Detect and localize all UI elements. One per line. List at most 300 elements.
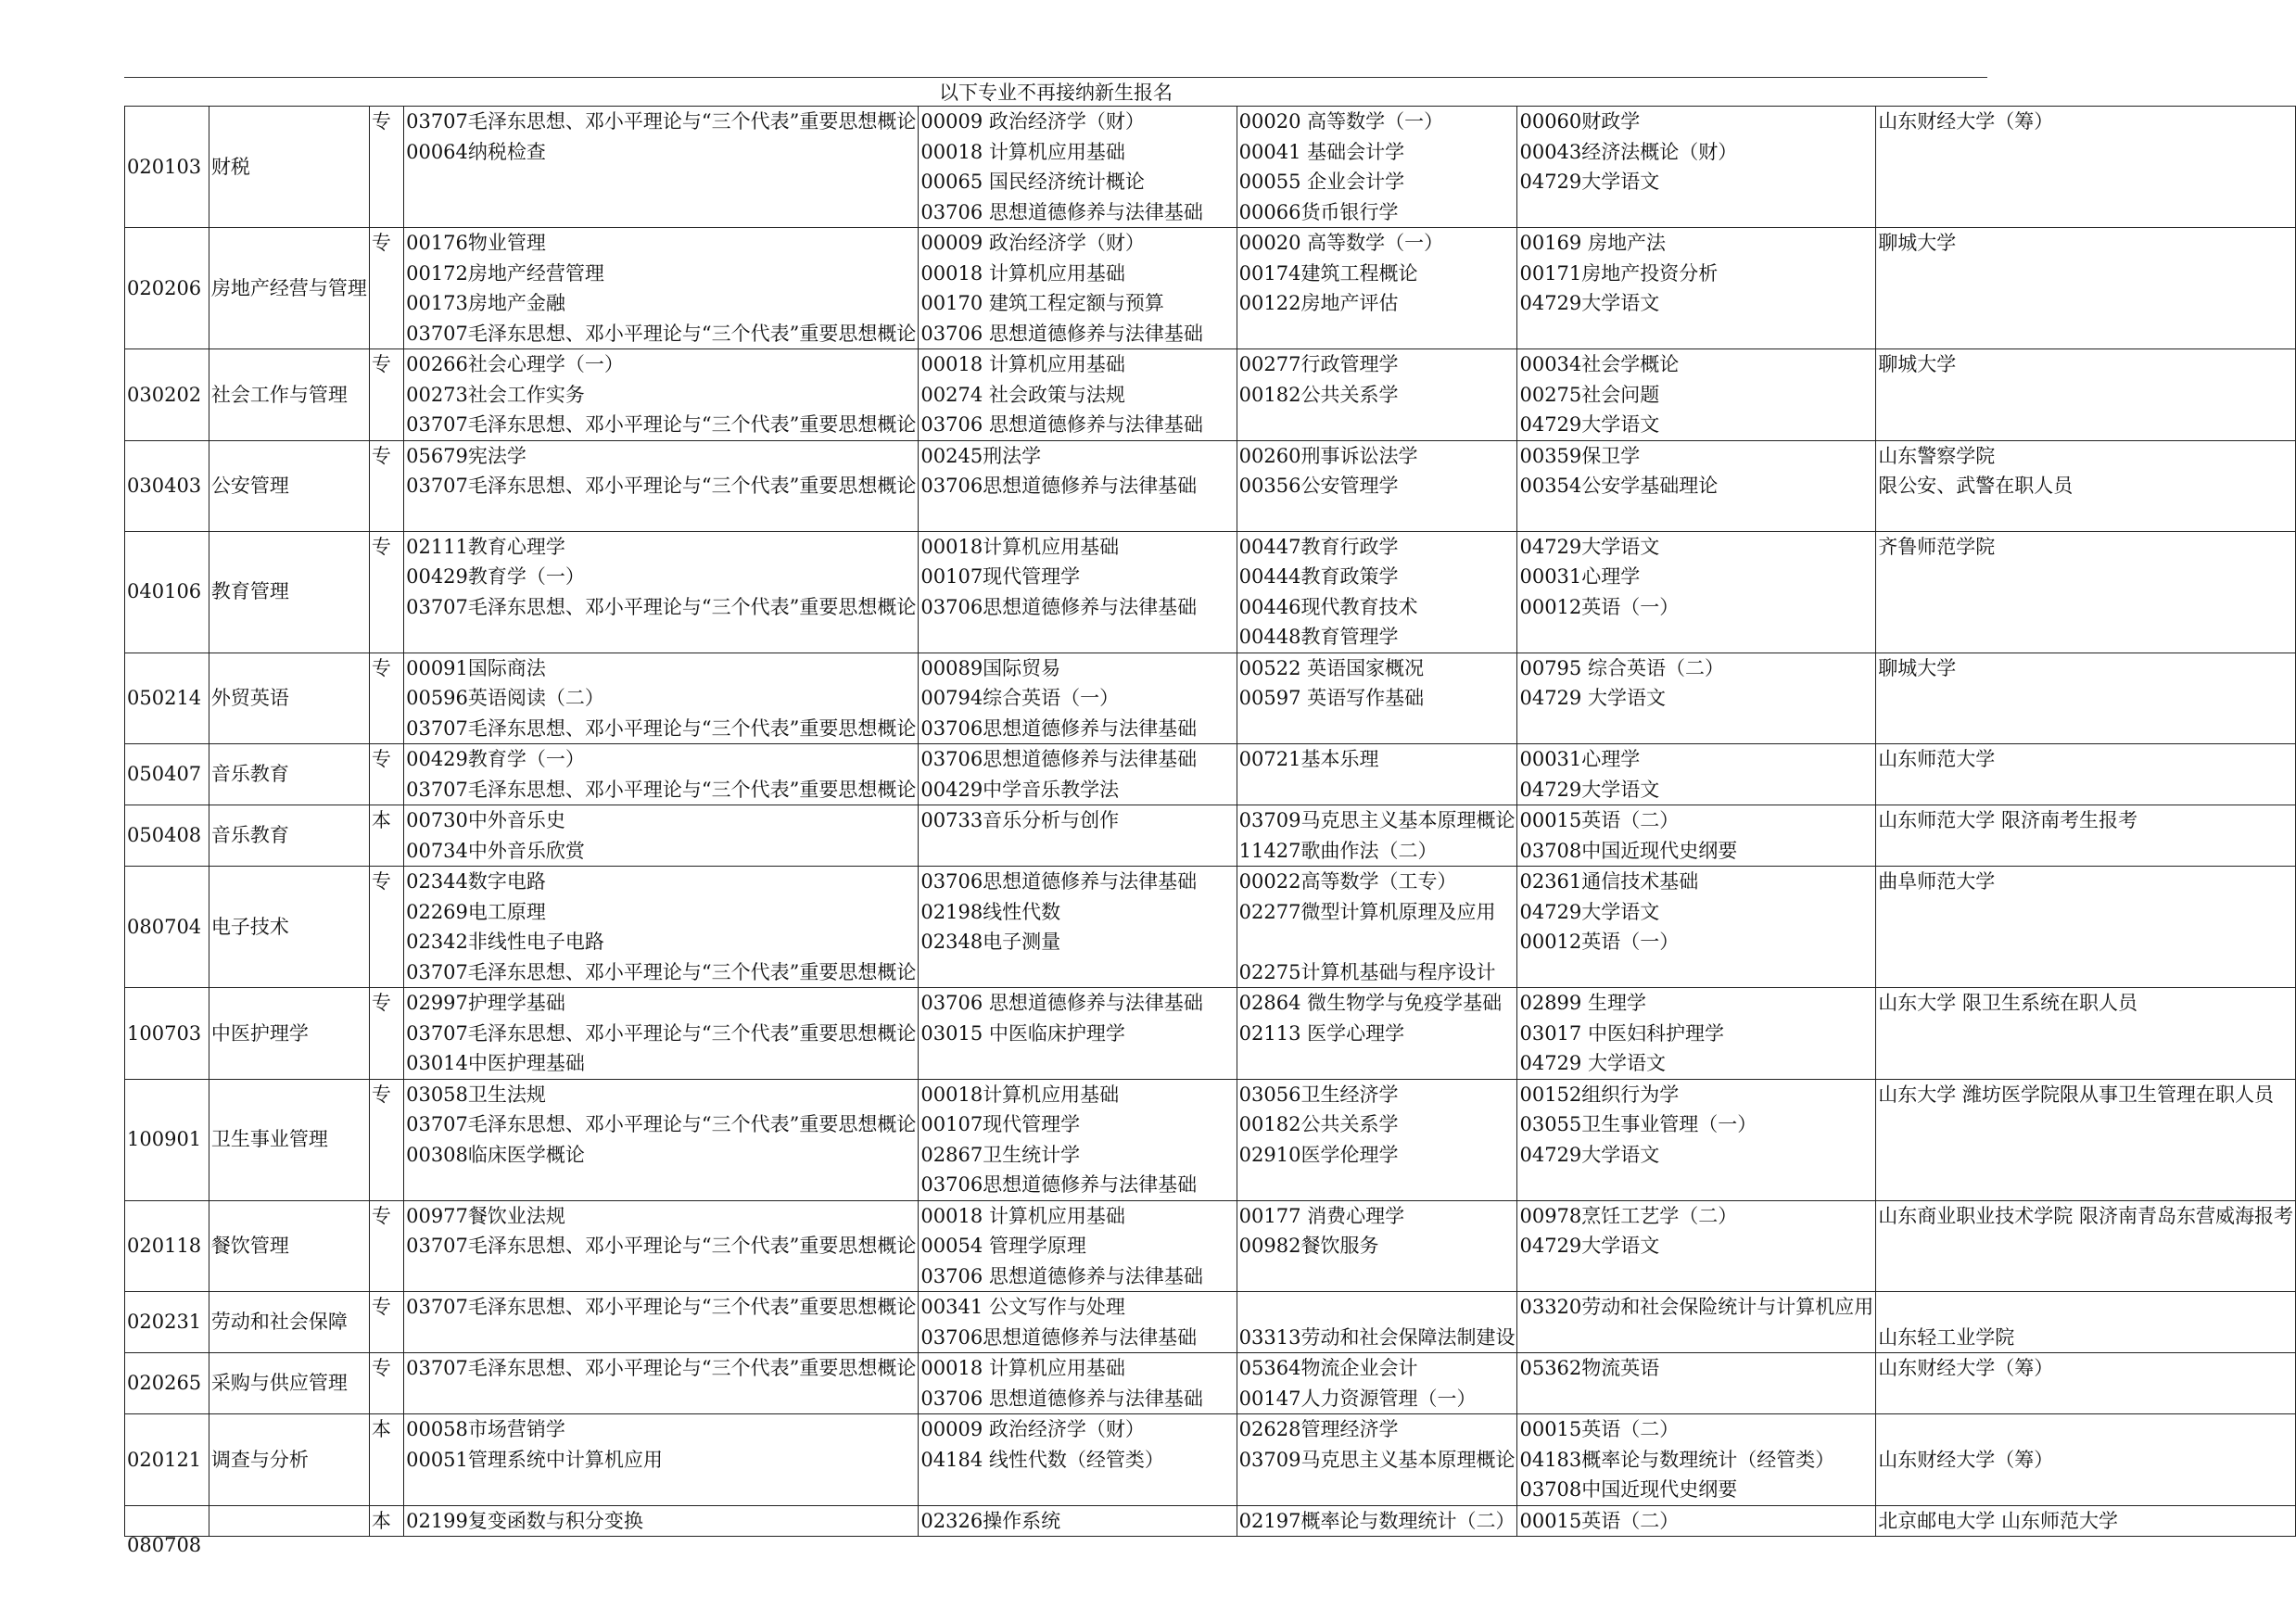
course-cell: [404, 744, 919, 805]
school-line: 山东财经大学（筹）: [1878, 110, 2054, 133]
course-line: 00522 英语国家概况: [1238, 656, 1425, 679]
school-cell: [1876, 228, 2296, 349]
course-line: 03706 思想道德修养与法律基础: [920, 992, 1203, 1014]
major-name-text: 电子技术: [210, 915, 289, 938]
level-cell: [369, 653, 403, 744]
school-line: 山东商业职业技术学院 限济南青岛东营威海报考: [1878, 1204, 2293, 1227]
course-line: 03055卫生事业管理（一）: [1519, 1113, 1757, 1135]
major-name-text: 教育管理: [210, 580, 289, 603]
course-line: 02910医学伦理学: [1238, 1143, 1399, 1166]
course-line: 00066货币银行学: [1238, 200, 1399, 223]
course-line: 00018计算机应用基础: [920, 1083, 1120, 1106]
course-line: 00012英语（一）: [1519, 931, 1680, 953]
major-name-cell: [209, 1200, 369, 1292]
top-rule: [124, 77, 1987, 78]
school-line: 山东财经大学（筹）: [1878, 1357, 2054, 1379]
course-line: 11427歌曲作法（二）: [1238, 839, 1438, 862]
course-line: 03707毛泽东思想、邓小平理论与“三个代表”重要思想概论: [406, 413, 917, 436]
course-line: 00266社会心理学（一）: [406, 353, 624, 375]
course-line: 04184 线性代数（经管类）: [920, 1448, 1164, 1471]
course-line: 00060财政学: [1519, 110, 1641, 133]
course-cell: [1237, 440, 1517, 531]
course-cell: [919, 867, 1237, 988]
level-cell: [369, 744, 403, 805]
major-code-text: 100703: [127, 1021, 202, 1045]
course-cell: [1517, 988, 1876, 1080]
course-line: 04729大学语文: [1519, 1235, 1660, 1257]
course-line: 02348电子测量: [920, 931, 1061, 953]
major-code-text: 020265: [127, 1372, 202, 1395]
course-line: 00596英语阅读（二）: [406, 687, 604, 709]
course-line: 00169 房地产法: [1519, 232, 1666, 254]
course-cell: [919, 1353, 1237, 1414]
major-name-text: 中医护理学: [210, 1021, 309, 1045]
course-cell: [1237, 228, 1517, 349]
table-row: [125, 228, 2296, 349]
major-name-cell: [209, 805, 369, 867]
course-line: 00182公共关系学: [1238, 383, 1399, 406]
major-code-text: 100901: [127, 1128, 202, 1151]
school-cell: [1876, 744, 2296, 805]
course-line: 03707毛泽东思想、邓小平理论与“三个代表”重要思想概论: [406, 110, 917, 133]
course-line: 02628管理经济学: [1238, 1418, 1399, 1440]
course-cell: [1517, 1200, 1876, 1292]
course-line: 00359保卫学: [1519, 444, 1641, 467]
course-line: 00177 消费心理学: [1238, 1204, 1405, 1227]
course-line: 00978烹饪工艺学（二）: [1519, 1204, 1738, 1227]
course-cell: [1517, 349, 1876, 441]
course-line: 00043经济法概论（财）: [1519, 140, 1738, 163]
school-cell: [1876, 440, 2296, 531]
course-line: 05362物流英语: [1519, 1357, 1660, 1379]
major-name-cell: [209, 1079, 369, 1200]
major-code-cell: [125, 988, 209, 1080]
course-line: 00015英语（二）: [1519, 1418, 1680, 1440]
school-line: 山东财经大学（筹）: [1878, 1448, 2054, 1471]
school-line: 山东大学 潍坊医学院限从事卫生管理在职人员: [1878, 1083, 2274, 1106]
course-line: 00051管理系统中计算机应用: [406, 1448, 663, 1471]
course-cell: [404, 349, 919, 441]
course-cell: [1237, 1505, 1517, 1537]
level-text: 专: [371, 1296, 391, 1318]
school-line: 山东师范大学: [1878, 748, 1996, 770]
course-line: 00597 英语写作基础: [1238, 687, 1425, 709]
level-text: 专: [371, 535, 391, 558]
course-line: 04729大学语文: [1519, 778, 1660, 801]
school-cell: [1876, 988, 2296, 1080]
major-name-text: 卫生事业管理: [210, 1128, 328, 1151]
course-line: 00277行政管理学: [1238, 353, 1399, 375]
major-code-cell: [125, 1505, 209, 1537]
table-row: [125, 1200, 2296, 1292]
course-line: 00447教育行政学: [1238, 535, 1399, 558]
course-line: 00015英语（二）: [1519, 809, 1680, 831]
major-name-cell: [209, 1292, 369, 1353]
course-cell: [919, 531, 1237, 653]
course-cell: [1237, 744, 1517, 805]
course-line: 00446现代教育技术: [1238, 595, 1418, 618]
course-line: 03320劳动和社会保险统计与计算机应用: [1519, 1296, 1874, 1318]
school-line: 聊城大学: [1878, 353, 1957, 375]
course-line: 03706思想道德修养与法律基础: [920, 870, 1198, 893]
course-line: 04729大学语文: [1519, 413, 1660, 436]
table-row: [125, 805, 2296, 867]
course-line: 00341 公文写作与处理: [920, 1296, 1125, 1318]
course-line: 02198线性代数: [920, 900, 1061, 923]
course-line: 02867卫生统计学: [920, 1143, 1081, 1166]
course-line: 03707毛泽东思想、邓小平理论与“三个代表”重要思想概论: [406, 960, 917, 983]
school-line: 曲阜师范大学: [1878, 870, 1996, 893]
major-code-cell: [125, 1292, 209, 1353]
course-line: 00734中外音乐欣赏: [406, 839, 585, 862]
course-line: 00107现代管理学: [920, 565, 1081, 588]
course-line: 03058卫生法规: [406, 1083, 546, 1106]
course-line: 02111教育心理学: [406, 535, 565, 558]
course-line: 00721基本乐理: [1238, 748, 1379, 770]
level-cell: [369, 440, 403, 531]
level-text: 专: [371, 110, 391, 133]
school-cell: [1876, 1505, 2296, 1537]
level-cell: [369, 107, 403, 228]
course-line: 00147人力资源管理（一）: [1238, 1387, 1477, 1410]
course-line: 03707毛泽东思想、邓小平理论与“三个代表”重要思想概论: [406, 475, 917, 497]
course-line: 03707毛泽东思想、邓小平理论与“三个代表”重要思想概论: [406, 716, 917, 740]
major-code-cell: [125, 349, 209, 441]
course-line: [1239, 1292, 1516, 1323]
school-line: 山东轻工业学院: [1878, 1325, 2015, 1349]
course-line: 00031心理学: [1519, 565, 1641, 588]
course-line: 03706 思想道德修养与法律基础: [920, 1264, 1203, 1287]
course-line: 03707毛泽东思想、邓小平理论与“三个代表”重要思想概论: [406, 1021, 917, 1045]
major-code-text: 030202: [127, 383, 202, 406]
course-line: 00429教育学（一）: [406, 565, 585, 588]
course-cell: [1517, 107, 1876, 228]
table-row: [125, 440, 2296, 531]
course-cell: [404, 867, 919, 988]
course-cell: [1237, 988, 1517, 1080]
major-name-cell: [209, 867, 369, 988]
table-row: [125, 1292, 2296, 1353]
major-code-text: 020121: [127, 1448, 202, 1471]
course-cell: [919, 1200, 1237, 1292]
course-line: 03707毛泽东思想、邓小平理论与“三个代表”重要思想概论: [406, 1113, 917, 1135]
course-cell: [404, 653, 919, 744]
major-code-cell: [125, 1079, 209, 1200]
course-line: 00034社会学概论: [1519, 353, 1680, 375]
major-code-cell: [125, 1414, 209, 1506]
course-line: 00448教育管理学: [1238, 626, 1399, 648]
course-line: 03706 思想道德修养与法律基础: [920, 322, 1203, 345]
course-line: 00031心理学: [1519, 748, 1641, 770]
course-cell: [404, 1200, 919, 1292]
course-cell: [1517, 531, 1876, 653]
course-line: 02326操作系统: [920, 1509, 1061, 1532]
level-text: 专: [371, 1204, 391, 1227]
course-line: 00055 企业会计学: [1238, 171, 1405, 193]
course-cell: [404, 107, 919, 228]
school-cell: [1876, 1414, 2296, 1506]
course-cell: [1517, 1414, 1876, 1506]
table-row: [125, 349, 2296, 441]
school-cell: [1876, 349, 2296, 441]
course-line: 03709马克思主义基本原理概论: [1238, 809, 1516, 831]
course-line: 03706思想道德修养与法律基础: [920, 595, 1198, 618]
school-line: 聊城大学: [1878, 232, 1957, 254]
course-line: 03707毛泽东思想、邓小平理论与“三个代表”重要思想概论: [406, 322, 917, 345]
course-line: 00733音乐分析与创作: [920, 809, 1120, 831]
course-line: 00274 社会政策与法规: [920, 383, 1125, 406]
major-name-cell: [209, 1505, 369, 1537]
course-line: 00171房地产投资分析: [1519, 261, 1719, 285]
level-cell: [369, 805, 403, 867]
course-line: 00020 高等数学（一）: [1238, 110, 1444, 133]
course-line: 02997护理学基础: [406, 992, 565, 1014]
course-cell: [404, 1414, 919, 1506]
major-name-cell: [209, 988, 369, 1080]
course-line: 02269电工原理: [406, 900, 546, 923]
table-row: [125, 988, 2296, 1080]
major-code-text: 040106: [127, 580, 202, 603]
course-line: 02277微型计算机原理及应用: [1238, 900, 1496, 923]
course-cell: [404, 228, 919, 349]
course-cell: [1237, 107, 1517, 228]
course-cell: [1237, 1200, 1517, 1292]
course-line: 00009 政治经济学（财）: [920, 1418, 1145, 1440]
major-name-text: 餐饮管理: [210, 1235, 289, 1257]
major-name-cell: [209, 349, 369, 441]
course-line: 02899 生理学: [1519, 992, 1646, 1014]
course-line: 00009 政治经济学（财）: [920, 110, 1145, 133]
level-text: 专: [371, 656, 391, 679]
course-line: 00107现代管理学: [920, 1113, 1081, 1135]
course-line: 03706思想道德修养与法律基础: [920, 475, 1198, 497]
course-line: 03056卫生经济学: [1238, 1083, 1399, 1106]
course-line: 00730中外音乐史: [406, 809, 565, 831]
course-line: 03313劳动和社会保障法制建设: [1238, 1325, 1516, 1349]
table-row: [125, 867, 2296, 988]
course-line: 00020 高等数学（一）: [1238, 232, 1444, 254]
level-text: 专: [371, 1083, 391, 1106]
course-line: 03707毛泽东思想、邓小平理论与“三个代表”重要思想概论: [406, 1357, 917, 1379]
course-line: 00172房地产经营管理: [406, 261, 604, 285]
major-code-cell: [125, 744, 209, 805]
course-cell: [1517, 1079, 1876, 1200]
course-line: 00260刑事诉讼法学: [1238, 444, 1418, 467]
course-cell: [1517, 228, 1876, 349]
course-line: 00018 计算机应用基础: [920, 140, 1125, 163]
major-name-cell: [209, 228, 369, 349]
course-line: 02197概率论与数理统计（二）: [1238, 1509, 1516, 1532]
course-line: 00245刑法学: [920, 444, 1042, 467]
course-line: 02864 微生物学与免疫学基础: [1238, 992, 1503, 1014]
school-cell: [1876, 1353, 2296, 1414]
major-code-cell: [125, 531, 209, 653]
school-line: 齐鲁师范学院: [1878, 535, 1996, 558]
school-cell: [1876, 1200, 2296, 1292]
course-cell: [404, 1505, 919, 1537]
major-code-text: 020103: [127, 155, 202, 178]
course-cell: [919, 440, 1237, 531]
table-row: [125, 1505, 2296, 1537]
course-line: 02361通信技术基础: [1519, 870, 1699, 893]
major-code-text: 020118: [127, 1235, 202, 1257]
course-line: 00275社会问题: [1519, 383, 1660, 406]
level-cell: [369, 1414, 403, 1506]
major-name-text: 采购与供应管理: [210, 1372, 348, 1395]
course-line: 00273社会工作实务: [406, 383, 585, 406]
course-line: 00308临床医学概论: [406, 1143, 585, 1166]
course-cell: [1237, 805, 1517, 867]
course-cell: [919, 988, 1237, 1080]
major-code-cell: [125, 440, 209, 531]
course-line: 00009 政治经济学（财）: [920, 232, 1145, 254]
school-cell: [1876, 1079, 2296, 1200]
course-line: 04183概率论与数理统计（经管类）: [1519, 1448, 1835, 1471]
school-line: 山东师范大学 限济南考生报考: [1878, 809, 2137, 831]
course-cell: [1237, 1353, 1517, 1414]
course-cell: [1517, 867, 1876, 988]
major-name-text: 音乐教育: [210, 763, 289, 786]
course-cell: [404, 805, 919, 867]
level-text: 专: [371, 992, 391, 1014]
major-code-cell: [125, 1353, 209, 1414]
course-cell: [404, 531, 919, 653]
course-cell: [1237, 867, 1517, 988]
level-text: 专: [371, 232, 391, 254]
major-name-text: 财税: [210, 155, 250, 178]
school-line: [1878, 1292, 2293, 1323]
course-line: 03709马克思主义基本原理概论: [1238, 1448, 1516, 1471]
major-name-cell: [209, 1353, 369, 1414]
major-name-cell: [209, 440, 369, 531]
course-cell: [919, 349, 1237, 441]
course-line: 00170 建筑工程定额与预算: [920, 292, 1164, 314]
course-line: 03707毛泽东思想、邓小平理论与“三个代表”重要思想概论: [406, 1296, 917, 1318]
course-cell: [1237, 349, 1517, 441]
table-row: [125, 107, 2296, 228]
course-line: 00018 计算机应用基础: [920, 1357, 1125, 1379]
course-cell: [1237, 531, 1517, 653]
major-code-cell: [125, 107, 209, 228]
course-line: 00064纳税检查: [406, 140, 546, 163]
course-cell: [1517, 744, 1876, 805]
major-name-cell: [209, 744, 369, 805]
table-row: [125, 653, 2296, 744]
major-name-text: 公安管理: [210, 474, 289, 497]
level-text: 专: [371, 870, 391, 893]
level-text: 本: [371, 1509, 391, 1532]
course-cell: [1237, 1414, 1517, 1506]
course-line: [1239, 927, 1516, 957]
banner-title: 以下专业不再接纳新生报名: [939, 82, 1173, 104]
level-cell: [369, 1505, 403, 1537]
course-line: 03708中国近现代史纲要: [1519, 839, 1738, 862]
course-line: 05364物流企业会计: [1238, 1357, 1418, 1379]
course-line: 00018 计算机应用基础: [920, 261, 1125, 285]
major-code-cell: [125, 228, 209, 349]
level-text: 专: [371, 444, 391, 467]
course-line: 00054 管理学原理: [920, 1235, 1086, 1257]
course-line: 00444教育政策学: [1238, 565, 1399, 588]
course-line: 03706 思想道德修养与法律基础: [920, 413, 1203, 436]
school-line: 山东大学 限卫生系统在职人员: [1878, 992, 2137, 1014]
course-line: 04729大学语文: [1519, 900, 1660, 923]
table-row: [125, 1079, 2296, 1200]
course-cell: [1517, 440, 1876, 531]
major-code-text: 050214: [127, 687, 202, 709]
course-line: 00182公共关系学: [1238, 1113, 1399, 1135]
major-name-cell: [209, 107, 369, 228]
level-cell: [369, 867, 403, 988]
level-cell: [369, 228, 403, 349]
trailing-code: 080708: [127, 1534, 202, 1556]
level-text: 专: [371, 748, 391, 770]
course-line: 00795 综合英语（二）: [1519, 656, 1724, 679]
course-table: [124, 106, 2296, 1537]
course-line: 03707毛泽东思想、邓小平理论与“三个代表”重要思想概论: [406, 778, 917, 801]
major-name-text: 社会工作与管理: [210, 383, 348, 406]
major-code-cell: [125, 1200, 209, 1292]
course-cell: [919, 228, 1237, 349]
course-cell: [1517, 653, 1876, 744]
course-line: 03706思想道德修养与法律基础: [920, 1173, 1198, 1196]
school-cell: [1876, 107, 2296, 228]
course-cell: [919, 805, 1237, 867]
major-code-text: 050408: [127, 824, 202, 847]
school-line: 聊城大学: [1878, 656, 1957, 679]
course-line: 03706思想道德修养与法律基础: [920, 1325, 1198, 1349]
course-line: 04729大学语文: [1519, 292, 1660, 314]
level-cell: [369, 988, 403, 1080]
major-code-text: 050407: [127, 763, 202, 786]
course-cell: [404, 1292, 919, 1353]
major-code-cell: [125, 805, 209, 867]
course-line: 00982餐饮服务: [1238, 1235, 1379, 1257]
school-line: 限公安、武警在职人员: [1878, 475, 2074, 497]
major-name-cell: [209, 531, 369, 653]
course-line: 03706 思想道德修养与法律基础: [920, 1387, 1203, 1410]
course-line: 00022高等数学（工专）: [1238, 870, 1457, 893]
course-line: 00356公安管理学: [1238, 475, 1399, 497]
level-text: 本: [371, 1418, 391, 1440]
school-line: 山东警察学院: [1878, 444, 1996, 467]
major-code-cell: [125, 867, 209, 988]
school-cell: [1876, 653, 2296, 744]
course-cell: [919, 107, 1237, 228]
course-line: 02113 医学心理学: [1238, 1021, 1405, 1045]
course-line: 03706 思想道德修养与法律基础: [920, 200, 1203, 223]
course-line: 00058市场营销学: [406, 1418, 565, 1440]
course-cell: [1237, 1079, 1517, 1200]
course-cell: [919, 1414, 1237, 1506]
course-line: 00794综合英语（一）: [920, 687, 1120, 709]
course-cell: [404, 1353, 919, 1414]
course-line: 00018计算机应用基础: [920, 535, 1120, 558]
level-cell: [369, 1292, 403, 1353]
course-line: 00174建筑工程概论: [1238, 261, 1418, 285]
school-cell: [1876, 867, 2296, 988]
level-text: 专: [371, 1357, 391, 1379]
course-line: 00173房地产金融: [406, 292, 565, 314]
major-name-text: 劳动和社会保障: [210, 1311, 348, 1334]
course-line: 03706思想道德修养与法律基础: [920, 748, 1198, 770]
course-line: 03708中国近现代史纲要: [1519, 1478, 1738, 1501]
course-cell: [1517, 1505, 1876, 1537]
course-line: 04729 大学语文: [1519, 1052, 1666, 1074]
table-row: [125, 744, 2296, 805]
course-cell: [404, 440, 919, 531]
major-code-text: 020231: [127, 1311, 202, 1334]
